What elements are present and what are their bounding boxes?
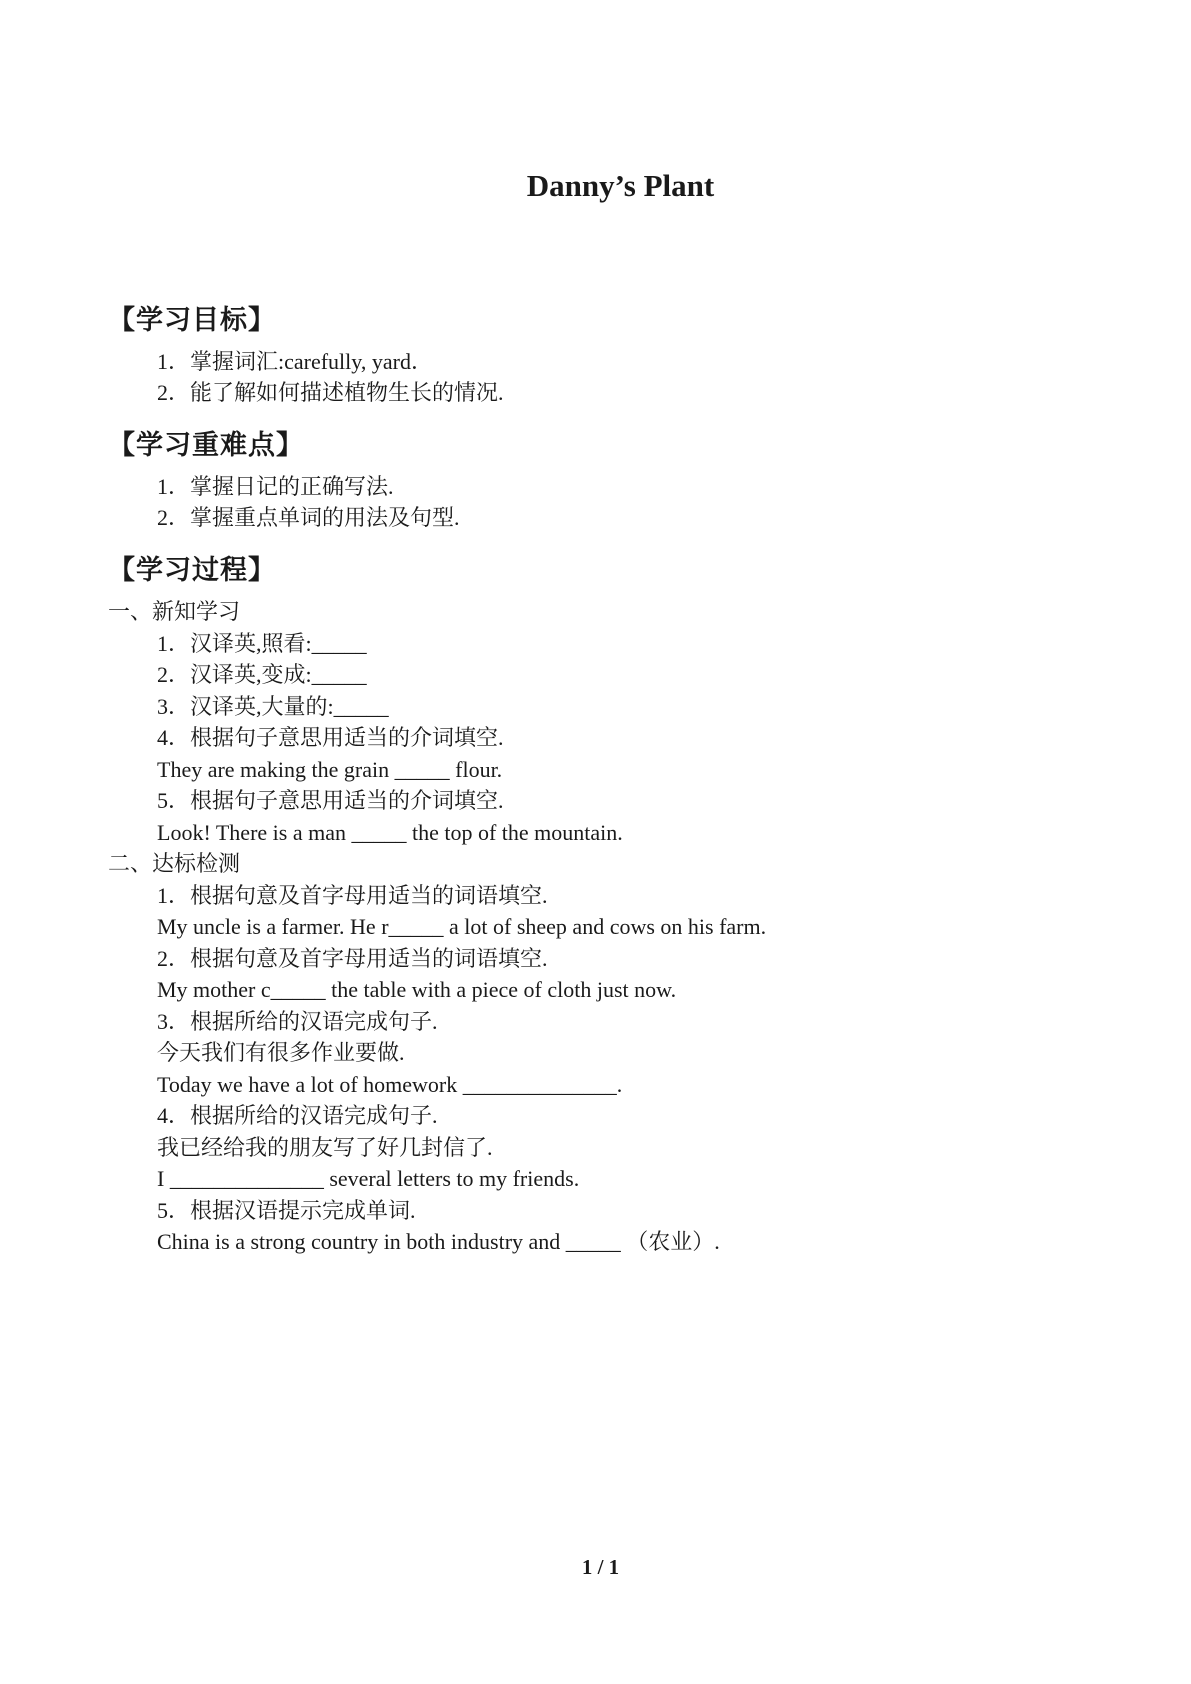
part1-line-7: Look! There is a man _____ the top of the mountain.: [157, 820, 623, 845]
part1-line-5: They are making the grain _____ flour.: [157, 757, 503, 782]
part2-line-12: China is a strong country in both industry and _____ （农业）.: [157, 1229, 720, 1254]
document-title: Danny’s Plant: [526, 168, 715, 203]
part2-line-6: 今天我们有很多作业要做.: [157, 1040, 405, 1065]
part2-label: 二、达标检测: [108, 851, 241, 876]
part2-line-8: 4．根据所给的汉语完成句子.: [157, 1103, 438, 1128]
part2-line-2: My uncle is a farmer. He r_____ a lot of sheep and cows on his farm.: [157, 914, 767, 939]
part2-line-5: 3．根据所给的汉语完成句子.: [157, 1009, 438, 1034]
key-point-item-2: 2．掌握重点单词的用法及句型.: [157, 505, 460, 530]
part2-line-3: 2．根据句意及首字母用适当的词语填空.: [157, 946, 548, 971]
objective-item-2: 2．能了解如何描述植物生长的情况.: [157, 380, 504, 405]
part1-line-3: 3．汉译英,大量的:_____: [157, 694, 389, 719]
part2-line-10: I ______________ several letters to my friends.: [157, 1166, 580, 1191]
section-heading-process: 【学习过程】: [108, 555, 276, 586]
page-number: 1 / 1: [581, 1555, 620, 1579]
key-point-item-1: 1．掌握日记的正确写法.: [157, 474, 394, 499]
part2-line-1: 1．根据句意及首字母用适当的词语填空.: [157, 883, 548, 908]
part2-line-11: 5．根据汉语提示完成单词.: [157, 1198, 416, 1223]
part1-line-6: 5．根据句子意思用适当的介词填空.: [157, 788, 504, 813]
part2-line-7: Today we have a lot of homework ______________.: [157, 1072, 623, 1097]
part1-line-1: 1．汉译英,照看:_____: [157, 631, 367, 656]
part2-line-9: 我已经给我的朋友写了好几封信了.: [157, 1135, 493, 1160]
part1-label: 一、新知学习: [108, 599, 241, 624]
part2-line-4: My mother c_____ the table with a piece of cloth just now.: [157, 977, 677, 1002]
section-heading-objectives: 【学习目标】: [108, 305, 276, 336]
section-heading-key-points: 【学习重难点】: [108, 430, 304, 461]
part1-line-4: 4．根据句子意思用适当的介词填空.: [157, 725, 504, 750]
objective-item-1: 1．掌握词汇:carefully, yard．: [157, 349, 433, 374]
part1-line-2: 2．汉译英,变成:_____: [157, 662, 367, 687]
